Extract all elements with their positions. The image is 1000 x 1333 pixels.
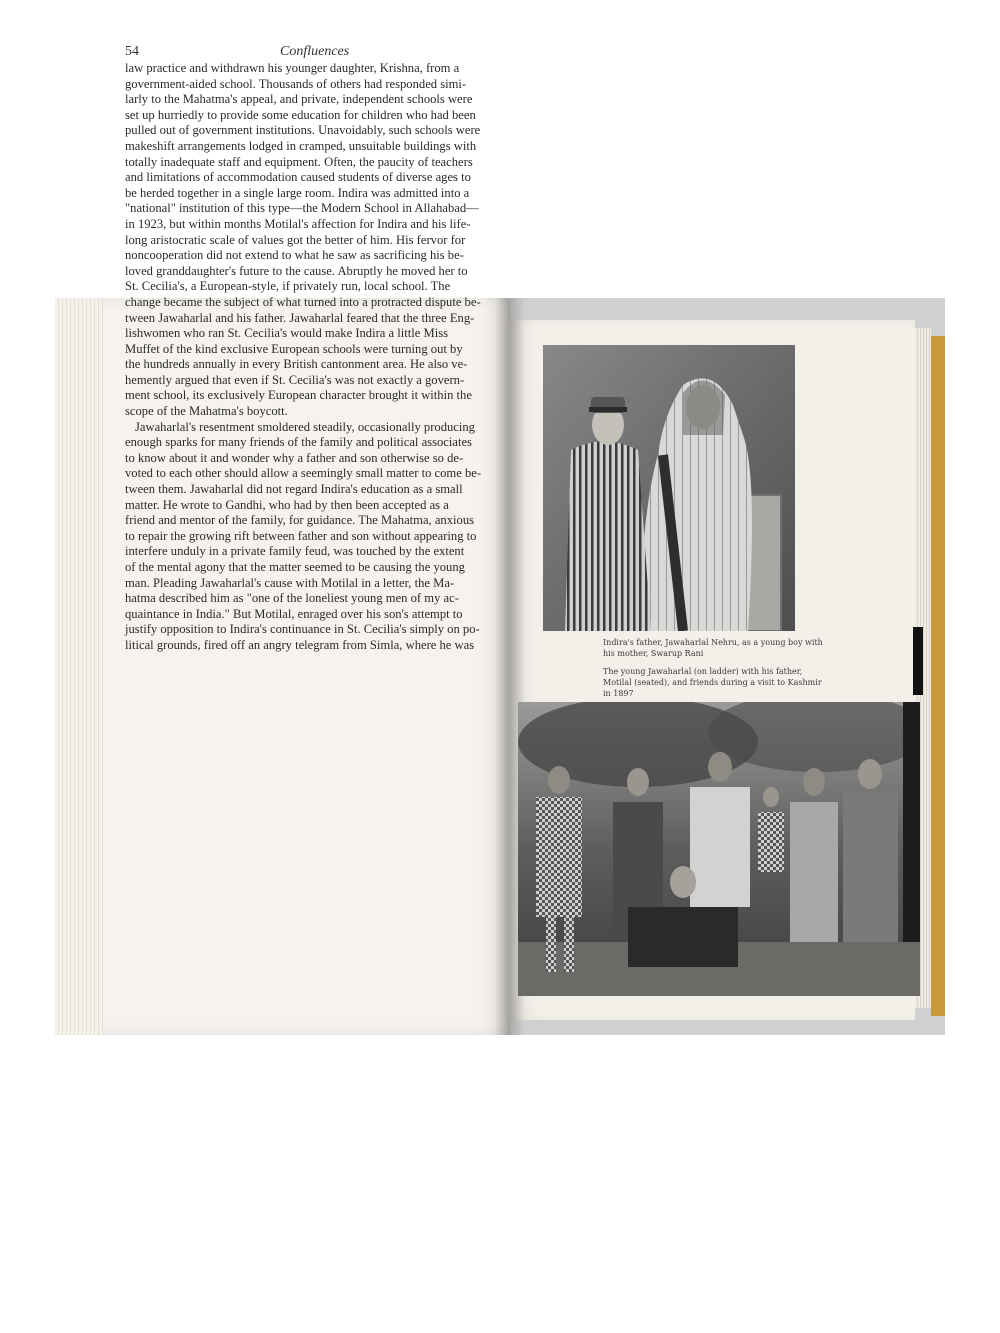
text-line: justify opposition to Indira's continuance in St. Cecilia's simply on po-	[125, 622, 480, 637]
portrait-photo	[543, 345, 795, 631]
text-line: voted to each other should allow a seemingly small matter to come be-	[125, 466, 482, 481]
text-line: man. Pleading Jawaharlal's cause with Motilal in a letter, the Ma-	[125, 575, 455, 590]
text-line: noncooperation did not extend to what he saw as sacrificing his be-	[125, 248, 464, 263]
text-line: loved granddaughter's future to the cause. Abruptly he moved her to	[125, 263, 468, 278]
text-line: larly to the Mahatma's appeal, and private, independent schools were	[125, 92, 473, 107]
text-line: matter. He wrote to Gandhi, who had by then been accepted as a	[125, 497, 449, 512]
text-line: set up hurriedly to provide some education for children who had been	[125, 107, 476, 122]
text-line: quaintance in India." But Motilal, enraged over his son's attempt to	[125, 606, 463, 621]
text-line: Muffet of the kind exclusive European schools were turning out by	[125, 341, 463, 356]
left-page-edges	[55, 298, 103, 1035]
text-line: tween Jawaharlal and his father. Jawaharlal feared that the three Eng-	[125, 310, 475, 325]
photo1-caption: Indira's father, Jawaharlal Nehru, as a young boy with his mother, Swarup Rani	[603, 638, 823, 658]
text-line: tween them. Jawaharlal did not regard Indira's education as a small	[125, 482, 463, 497]
text-line: makeshift arrangements lodged in cramped, unsuitable buildings with	[125, 138, 477, 153]
text-line: Jawaharlal's resentment smoldered steadily, occasionally producing	[135, 419, 475, 434]
text-line: "national" institution of this type—the Modern School in Allahabad—	[125, 201, 479, 216]
running-title: Confluences	[280, 44, 350, 59]
text-line: enough sparks for many friends of the family and political associates	[125, 435, 472, 450]
text-line: litical grounds, fired off an angry telegram from Simla, where he was	[125, 637, 475, 652]
text-line: scope of the Mahatma's boycott.	[125, 404, 288, 419]
group-photo	[518, 702, 920, 996]
text-line: friend and mentor of the family, for guidance. The Mahatma, anxious	[125, 513, 475, 528]
text-line: change became the subject of what turned into a protracted dispute be-	[125, 294, 481, 309]
text-line: hatma described him as "one of the loneliest young men of my ac-	[125, 591, 459, 606]
text-line: pulled out of government institutions. Unavoidably, such schools were	[125, 123, 481, 138]
text-line: interfere unduly in a private family feud, was touched by the extent	[125, 544, 465, 559]
page-edge-marker	[913, 627, 923, 695]
body-text	[125, 61, 482, 654]
photo2-caption: The young Jawaharlal (on ladder) with his father, Motilal (seated), and friends during a visit to Kashmir in 1897	[603, 667, 822, 698]
book-cover-edge	[931, 336, 945, 1016]
text-line: in 1923, but within months Motilal's affection for Indira and his life-	[125, 216, 471, 231]
text-line: ment school, its exclusively European character brought it within the	[125, 388, 472, 403]
text-line: law practice and withdrawn his younger daughter, Krishna, from a	[125, 61, 460, 75]
page-number: 54	[125, 44, 139, 59]
text-line: to know about it and wonder why a father and son otherwise so de-	[125, 450, 464, 465]
text-line: and limitations of accommodation caused students of diverse ages to	[125, 170, 471, 185]
text-line: lishwomen who ran St. Cecilia's would make Indira a little Miss	[125, 326, 449, 341]
text-line: to repair the growing rift between father and son without appearing to	[125, 528, 477, 543]
text-line: of the mental agony that the matter seemed to be causing the young	[125, 560, 465, 574]
text-line: long aristocratic scale of values got the better of him. His fervor for	[125, 232, 466, 247]
text-line: totally inadequate staff and equipment. Often, the paucity of teachers	[125, 154, 473, 169]
text-line: be herded together in a single large room. Indira was admitted into a	[125, 185, 470, 200]
text-line: St. Cecilia's, a European-style, if privately run, local school. The	[125, 279, 451, 294]
text-line: hemently argued that even if St. Cecilia's was not exactly a govern-	[125, 372, 465, 387]
text-line: government-aided school. Thousands of others had responded simi-	[125, 76, 467, 91]
text-line: the hundreds annually in every British cantonment area. He also ve-	[125, 357, 468, 372]
